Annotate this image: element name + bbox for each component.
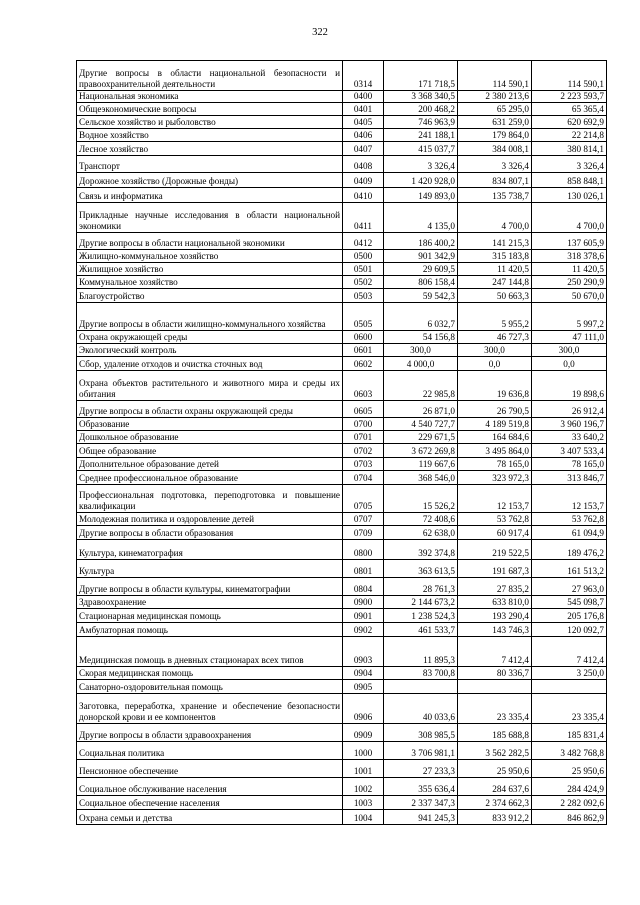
table-row: [77, 116, 607, 129]
row-value-1-cell: 29 609,5: [384, 263, 458, 276]
table-row: [77, 680, 607, 694]
row-value-1-cell: 368 546,0: [384, 471, 458, 485]
row-value-2-cell: [458, 680, 532, 694]
row-name-cell: Транспорт: [77, 156, 343, 173]
row-value-2-cell: 50 663,3: [458, 289, 532, 303]
row-value-3-cell: 185 831,4: [532, 724, 607, 742]
row-value-1-cell: 28 761,3: [384, 578, 458, 596]
row-value-1-cell: 6 032,7: [384, 303, 458, 331]
table-row: [77, 694, 607, 724]
row-value-1-cell: 2 144 673,2: [384, 596, 458, 609]
row-value-2-cell: 191 687,3: [458, 560, 532, 578]
table-row: [77, 331, 607, 344]
row-value-2-cell: 384 008,1: [458, 142, 532, 156]
row-name-cell: Культура, кинематография: [77, 540, 343, 560]
row-value-2-cell: 164 684,6: [458, 431, 532, 444]
row-code-cell: 0406: [343, 129, 384, 142]
row-value-2-cell: 12 153,7: [458, 485, 532, 513]
row-value-3-cell: 284 424,9: [532, 778, 607, 796]
row-value-2-cell: 53 762,8: [458, 513, 532, 526]
row-value-3-cell: 12 153,7: [532, 485, 607, 513]
row-name-cell: Другие вопросы в области национальной безопасности и правоохранительной деятельности: [77, 61, 343, 91]
row-name-cell: Общеэкономические вопросы: [77, 103, 343, 116]
row-value-2-cell: 3 326,4: [458, 156, 532, 173]
row-value-1-cell: 171 718,5: [384, 61, 458, 91]
row-code-cell: 0900: [343, 596, 384, 609]
row-name-cell: Связь и информатика: [77, 188, 343, 203]
row-value-2-cell: 27 835,2: [458, 578, 532, 596]
row-value-1-cell: 300,0: [384, 344, 458, 357]
table-row: [77, 578, 607, 596]
row-name-cell: Медицинская помощь в дневных стационарах всех типов: [77, 637, 343, 667]
row-value-2-cell: 23 335,4: [458, 694, 532, 724]
row-name-cell: Санаторно-оздоровительная помощь: [77, 680, 343, 694]
row-value-1-cell: 119 667,6: [384, 458, 458, 471]
row-value-3-cell: 313 846,7: [532, 471, 607, 485]
row-value-3-cell: 2 282 092,6: [532, 796, 607, 810]
row-name-cell: Другие вопросы в области здравоохранения: [77, 724, 343, 742]
page-number: 322: [312, 27, 328, 38]
row-name-cell: Дошкольное образование: [77, 431, 343, 444]
row-value-1-cell: 4 135,0: [384, 203, 458, 233]
row-value-2-cell: 247 144,8: [458, 276, 532, 289]
row-value-2-cell: 0,0: [458, 357, 532, 371]
row-code-cell: 0601: [343, 344, 384, 357]
row-value-1-cell: 4 540 727,7: [384, 418, 458, 431]
row-value-1-cell: 59 542,3: [384, 289, 458, 303]
row-name-cell: Экологический контроль: [77, 344, 343, 357]
row-name-cell: Жилищное хозяйство: [77, 263, 343, 276]
row-code-cell: 0704: [343, 471, 384, 485]
row-name-cell: Дорожное хозяйство (Дорожные фонды): [77, 173, 343, 188]
row-value-2-cell: 315 183,8: [458, 250, 532, 263]
row-name-cell: Охрана объектов растительного и животного мира и среды их обитания: [77, 371, 343, 401]
table-row: [77, 485, 607, 513]
row-value-2-cell: 19 636,8: [458, 371, 532, 401]
row-name-cell: Здравоохранение: [77, 596, 343, 609]
budget-table-body: [77, 61, 607, 825]
table-row: [77, 458, 607, 471]
row-code-cell: 0505: [343, 303, 384, 331]
row-name-cell: Профессиональная подготовка, переподготовка и повышение квалификации: [77, 485, 343, 513]
row-code-cell: 0314: [343, 61, 384, 91]
row-value-1-cell: 54 156,8: [384, 331, 458, 344]
row-value-3-cell: 50 670,0: [532, 289, 607, 303]
row-name-cell: Охрана окружающей среды: [77, 331, 343, 344]
row-name-cell: Образование: [77, 418, 343, 431]
table-row: [77, 61, 607, 91]
row-value-1-cell: 11 895,3: [384, 637, 458, 667]
row-value-3-cell: 61 094,9: [532, 526, 607, 540]
row-code-cell: 0902: [343, 623, 384, 637]
table-row: [77, 623, 607, 637]
table-row: [77, 560, 607, 578]
row-value-3-cell: 4 700,0: [532, 203, 607, 233]
row-value-2-cell: 2 374 662,3: [458, 796, 532, 810]
table-row: [77, 526, 607, 540]
row-code-cell: 0906: [343, 694, 384, 724]
row-code-cell: 0602: [343, 357, 384, 371]
row-value-3-cell: 3 250,0: [532, 667, 607, 680]
row-name-cell: Другие вопросы в области жилищно-коммунального хозяйства: [77, 303, 343, 331]
table-row: [77, 796, 607, 810]
row-value-2-cell: 114 590,1: [458, 61, 532, 91]
table-row: [77, 778, 607, 796]
row-name-cell: Сельское хозяйство и рыболовство: [77, 116, 343, 129]
row-value-1-cell: 941 245,3: [384, 810, 458, 825]
row-name-cell: Благоустройство: [77, 289, 343, 303]
row-value-1-cell: 3 706 981,1: [384, 742, 458, 760]
row-name-cell: Водное хозяйство: [77, 129, 343, 142]
row-value-1-cell: 308 985,5: [384, 724, 458, 742]
row-name-cell: Социальное обслуживание населения: [77, 778, 343, 796]
row-value-2-cell: 834 807,1: [458, 173, 532, 188]
row-value-3-cell: 47 111,0: [532, 331, 607, 344]
row-value-3-cell: 846 862,9: [532, 810, 607, 825]
row-value-1-cell: 241 188,1: [384, 129, 458, 142]
row-code-cell: 0410: [343, 188, 384, 203]
row-value-2-cell: 65 295,0: [458, 103, 532, 116]
row-value-3-cell: 250 290,9: [532, 276, 607, 289]
row-value-2-cell: 135 738,7: [458, 188, 532, 203]
row-code-cell: 0703: [343, 458, 384, 471]
row-code-cell: 0905: [343, 680, 384, 694]
table-row: [77, 188, 607, 203]
row-value-1-cell: 392 374,8: [384, 540, 458, 560]
table-row: [77, 91, 607, 103]
row-name-cell: Другие вопросы в области образования: [77, 526, 343, 540]
row-value-3-cell: 3 960 196,7: [532, 418, 607, 431]
row-value-2-cell: 219 522,5: [458, 540, 532, 560]
row-value-3-cell: 545 098,7: [532, 596, 607, 609]
row-code-cell: 0903: [343, 637, 384, 667]
row-value-3-cell: 25 950,6: [532, 760, 607, 778]
table-row: [77, 742, 607, 760]
row-value-2-cell: 633 810,0: [458, 596, 532, 609]
row-value-2-cell: 78 165,0: [458, 458, 532, 471]
row-value-2-cell: 185 688,8: [458, 724, 532, 742]
row-value-2-cell: 80 336,7: [458, 667, 532, 680]
table-row: [77, 810, 607, 825]
row-value-2-cell: 26 790,5: [458, 401, 532, 418]
row-value-3-cell: 7 412,4: [532, 637, 607, 667]
row-value-3-cell: 19 898,6: [532, 371, 607, 401]
row-code-cell: 1001: [343, 760, 384, 778]
row-value-2-cell: 4 189 519,8: [458, 418, 532, 431]
row-value-3-cell: 23 335,4: [532, 694, 607, 724]
table-row: [77, 418, 607, 431]
row-value-3-cell: 53 762,8: [532, 513, 607, 526]
table-row: [77, 344, 607, 357]
table-row: [77, 444, 607, 458]
row-name-cell: Пенсионное обеспечение: [77, 760, 343, 778]
row-value-3-cell: 858 848,1: [532, 173, 607, 188]
row-code-cell: 0709: [343, 526, 384, 540]
row-value-2-cell: 323 972,3: [458, 471, 532, 485]
row-value-2-cell: 631 259,0: [458, 116, 532, 129]
row-value-3-cell: 5 997,2: [532, 303, 607, 331]
row-value-3-cell: 27 963,0: [532, 578, 607, 596]
row-value-1-cell: 4 000,0: [384, 357, 458, 371]
row-code-cell: 0400: [343, 91, 384, 103]
row-code-cell: 0800: [343, 540, 384, 560]
row-value-1-cell: 83 700,8: [384, 667, 458, 680]
row-code-cell: 0409: [343, 173, 384, 188]
row-value-1-cell: 746 963,9: [384, 116, 458, 129]
row-value-3-cell: 11 420,5: [532, 263, 607, 276]
row-value-1-cell: [384, 680, 458, 694]
table-row: [77, 173, 607, 188]
row-name-cell: Социальная политика: [77, 742, 343, 760]
row-value-1-cell: 72 408,6: [384, 513, 458, 526]
row-code-cell: 0701: [343, 431, 384, 444]
row-value-1-cell: 26 871,0: [384, 401, 458, 418]
row-value-3-cell: 620 692,9: [532, 116, 607, 129]
row-name-cell: Национальная экономика: [77, 91, 343, 103]
row-value-1-cell: 200 468,2: [384, 103, 458, 116]
row-code-cell: 0804: [343, 578, 384, 596]
row-value-3-cell: 300,0: [532, 344, 607, 357]
row-code-cell: 0901: [343, 609, 384, 623]
row-value-1-cell: 901 342,9: [384, 250, 458, 263]
row-name-cell: Амбулаторная помощь: [77, 623, 343, 637]
row-value-1-cell: 186 400,2: [384, 233, 458, 250]
row-value-3-cell: 137 605,9: [532, 233, 607, 250]
row-value-3-cell: 33 640,2: [532, 431, 607, 444]
row-value-3-cell: 380 814,1: [532, 142, 607, 156]
table-row: [77, 250, 607, 263]
row-value-2-cell: 3 562 282,5: [458, 742, 532, 760]
row-value-3-cell: 22 214,8: [532, 129, 607, 142]
row-code-cell: 0411: [343, 203, 384, 233]
row-value-2-cell: 193 290,4: [458, 609, 532, 623]
row-value-2-cell: 2 380 213,6: [458, 91, 532, 103]
table-row: [77, 276, 607, 289]
row-code-cell: 1003: [343, 796, 384, 810]
table-row: [77, 371, 607, 401]
budget-table: [76, 60, 607, 825]
row-name-cell: Лесное хозяйство: [77, 142, 343, 156]
table-row: [77, 513, 607, 526]
table-row: [77, 724, 607, 742]
row-code-cell: 0707: [343, 513, 384, 526]
row-value-1-cell: 1 238 524,3: [384, 609, 458, 623]
row-value-2-cell: 141 215,3: [458, 233, 532, 250]
row-name-cell: Охрана семьи и детства: [77, 810, 343, 825]
row-value-1-cell: 149 893,0: [384, 188, 458, 203]
row-value-3-cell: 189 476,2: [532, 540, 607, 560]
row-value-2-cell: 143 746,3: [458, 623, 532, 637]
row-value-3-cell: 205 176,8: [532, 609, 607, 623]
row-code-cell: 0600: [343, 331, 384, 344]
row-name-cell: Жилищно-коммунальное хозяйство: [77, 250, 343, 263]
row-name-cell: Общее образование: [77, 444, 343, 458]
table-row: [77, 203, 607, 233]
row-value-3-cell: 120 092,7: [532, 623, 607, 637]
row-code-cell: 0904: [343, 667, 384, 680]
table-row: [77, 540, 607, 560]
row-value-3-cell: 3 407 533,4: [532, 444, 607, 458]
table-row: [77, 431, 607, 444]
row-code-cell: 0502: [343, 276, 384, 289]
row-code-cell: 0503: [343, 289, 384, 303]
row-value-1-cell: 1 420 928,0: [384, 173, 458, 188]
table-row: [77, 471, 607, 485]
row-value-1-cell: 415 037,7: [384, 142, 458, 156]
row-value-1-cell: 22 985,8: [384, 371, 458, 401]
row-code-cell: 0603: [343, 371, 384, 401]
table-row: [77, 142, 607, 156]
row-value-1-cell: 806 158,4: [384, 276, 458, 289]
table-row: [77, 401, 607, 418]
row-value-1-cell: 15 526,2: [384, 485, 458, 513]
row-code-cell: 0401: [343, 103, 384, 116]
row-value-2-cell: 25 950,6: [458, 760, 532, 778]
row-value-2-cell: 284 637,6: [458, 778, 532, 796]
row-name-cell: Коммунальное хозяйство: [77, 276, 343, 289]
row-value-2-cell: 60 917,4: [458, 526, 532, 540]
table-row: [77, 156, 607, 173]
row-value-2-cell: 5 955,2: [458, 303, 532, 331]
row-code-cell: 0801: [343, 560, 384, 578]
row-name-cell: Прикладные научные исследования в области национальной экономики: [77, 203, 343, 233]
row-name-cell: Социальное обеспечение населения: [77, 796, 343, 810]
row-value-3-cell: 114 590,1: [532, 61, 607, 91]
row-value-1-cell: 62 638,0: [384, 526, 458, 540]
table-row: [77, 760, 607, 778]
row-name-cell: Другие вопросы в области национальной экономики: [77, 233, 343, 250]
row-code-cell: 0501: [343, 263, 384, 276]
row-value-2-cell: 11 420,5: [458, 263, 532, 276]
row-code-cell: 0705: [343, 485, 384, 513]
row-value-3-cell: 0,0: [532, 357, 607, 371]
row-value-1-cell: 355 636,4: [384, 778, 458, 796]
row-code-cell: 1000: [343, 742, 384, 760]
row-value-1-cell: 3 368 340,5: [384, 91, 458, 103]
row-value-3-cell: 2 223 593,7: [532, 91, 607, 103]
row-name-cell: Стационарная медицинская помощь: [77, 609, 343, 623]
row-value-1-cell: 229 671,5: [384, 431, 458, 444]
row-value-1-cell: 2 337 347,3: [384, 796, 458, 810]
row-name-cell: Другие вопросы в области культуры, кинематографии: [77, 578, 343, 596]
table-row: [77, 289, 607, 303]
row-name-cell: Культура: [77, 560, 343, 578]
row-value-2-cell: 833 912,2: [458, 810, 532, 825]
row-value-1-cell: 363 613,5: [384, 560, 458, 578]
row-name-cell: Молодежная политика и оздоровление детей: [77, 513, 343, 526]
table-row: [77, 263, 607, 276]
row-value-3-cell: 161 513,2: [532, 560, 607, 578]
row-code-cell: 0500: [343, 250, 384, 263]
row-name-cell: Скорая медицинская помощь: [77, 667, 343, 680]
row-code-cell: 1004: [343, 810, 384, 825]
row-code-cell: 0605: [343, 401, 384, 418]
row-value-2-cell: 3 495 864,0: [458, 444, 532, 458]
row-value-1-cell: 3 326,4: [384, 156, 458, 173]
table-row: [77, 129, 607, 142]
row-code-cell: 0405: [343, 116, 384, 129]
row-code-cell: 0408: [343, 156, 384, 173]
row-value-3-cell: 78 165,0: [532, 458, 607, 471]
table-row: [77, 303, 607, 331]
table-row: [77, 637, 607, 667]
table-row: [77, 103, 607, 116]
row-name-cell: Среднее профессиональное образование: [77, 471, 343, 485]
row-value-3-cell: 26 912,4: [532, 401, 607, 418]
table-row: [77, 667, 607, 680]
row-value-2-cell: 300,0: [458, 344, 532, 357]
row-value-2-cell: 179 864,0: [458, 129, 532, 142]
row-name-cell: Другие вопросы в области охраны окружающей среды: [77, 401, 343, 418]
row-value-2-cell: 4 700,0: [458, 203, 532, 233]
row-value-1-cell: 3 672 269,8: [384, 444, 458, 458]
row-code-cell: 0909: [343, 724, 384, 742]
row-value-1-cell: 40 033,6: [384, 694, 458, 724]
row-value-2-cell: 7 412,4: [458, 637, 532, 667]
row-value-3-cell: 130 026,1: [532, 188, 607, 203]
row-value-1-cell: 27 233,3: [384, 760, 458, 778]
row-code-cell: 0700: [343, 418, 384, 431]
row-code-cell: 1002: [343, 778, 384, 796]
table-row: [77, 357, 607, 371]
row-value-3-cell: [532, 680, 607, 694]
row-code-cell: 0407: [343, 142, 384, 156]
row-value-3-cell: 318 378,6: [532, 250, 607, 263]
row-name-cell: Заготовка, переработка, хранение и обеспечение безопасности донорской крови и ее компонентов: [77, 694, 343, 724]
row-value-3-cell: 3 482 768,8: [532, 742, 607, 760]
row-code-cell: 0412: [343, 233, 384, 250]
row-value-1-cell: 461 533,7: [384, 623, 458, 637]
table-row: [77, 233, 607, 250]
row-name-cell: Сбор, удаление отходов и очистка сточных вод: [77, 357, 343, 371]
row-value-2-cell: 46 727,3: [458, 331, 532, 344]
row-code-cell: 0702: [343, 444, 384, 458]
row-name-cell: Дополнительное образование детей: [77, 458, 343, 471]
row-value-3-cell: 65 365,4: [532, 103, 607, 116]
table-row: [77, 596, 607, 609]
table-row: [77, 609, 607, 623]
row-value-3-cell: 3 326,4: [532, 156, 607, 173]
